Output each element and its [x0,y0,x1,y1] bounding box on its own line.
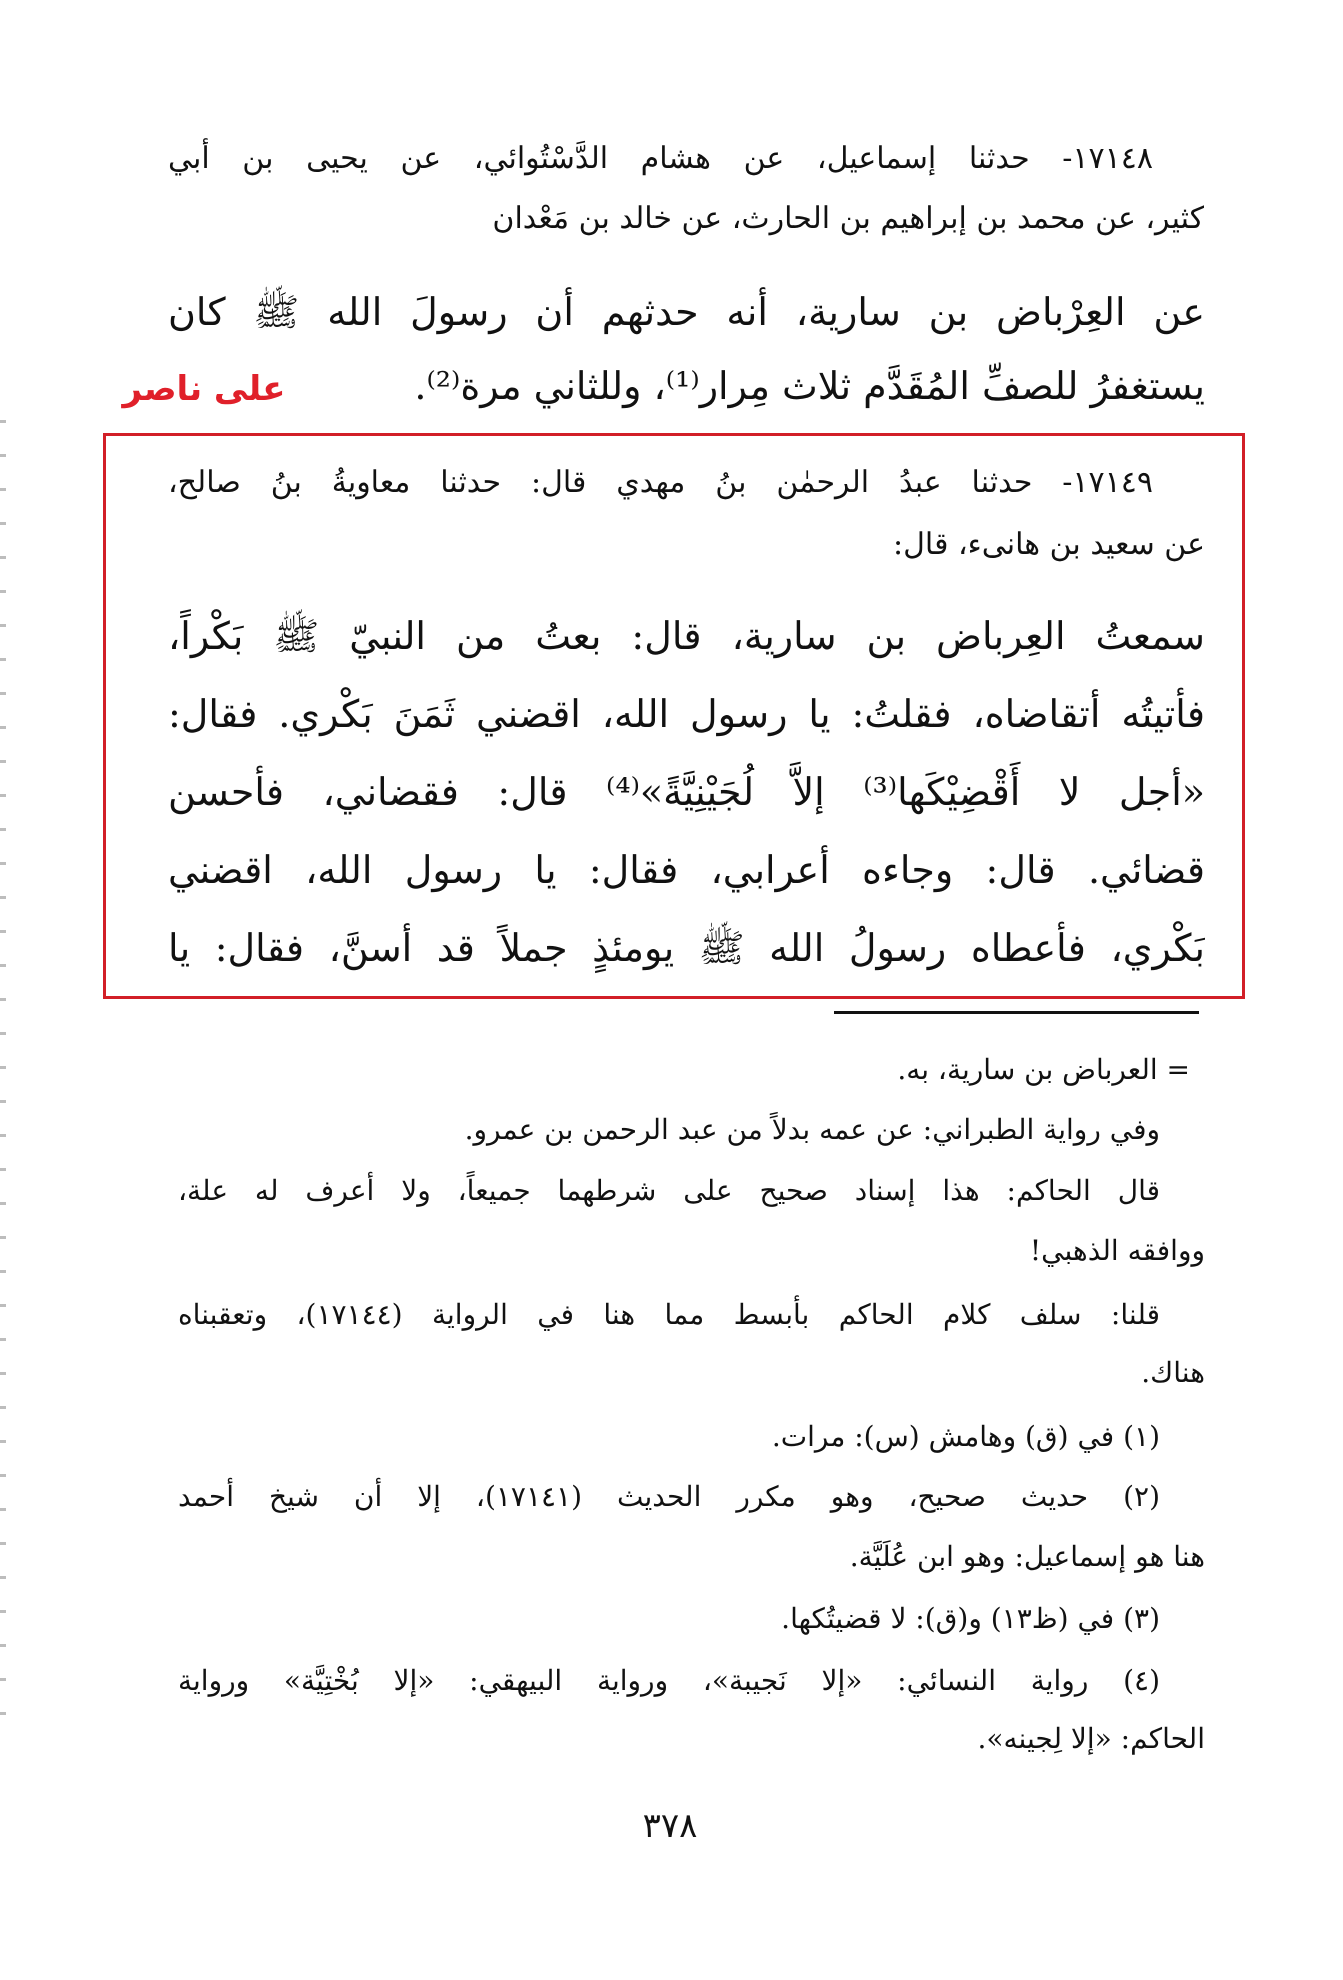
owner-name-stamp: على ناصر [122,369,286,409]
footnote-line: (٢) حديث صحيح، وهو مكرر الحديث (١٧١٤١)، إلا أن شيخ أحمد [178,1480,1160,1513]
footnote-separator [834,1011,1199,1014]
footnote-line: وفي رواية الطبراني: عن عمه بدلاً من عبد الرحمن بن عمرو. [464,1113,1160,1146]
hadith-17149-matn-line-5: بَكْري، فأعطاه رسولُ الله ﷺ يومئذٍ جملاً قد أسنَّ، فقال: يا [168,926,1205,970]
hadith-17149-matn-line-3: «أجل لا أَقْضِيْكَها⁽³⁾ إلاَّ لُجَيْنِيَّةً»⁽⁴⁾ قال: فقضاني، فأحسن [168,770,1205,814]
hadith-17149-isnad-line-1: ١٧١٤٩- حدثنا عبدُ الرحمٰن بنُ مهدي قال: حدثنا معاويةُ بنُ صالح، [168,465,1153,500]
footnote-line: هنا هو إسماعيل: وهو ابن عُلَيَّة. [849,1540,1205,1573]
hadith-17149-matn-line-1: سمعتُ العِرباض بن سارية، قال: بعتُ من النبيّ ﷺ بَكْراً، [168,614,1205,658]
footnote-line: هناك. [1141,1356,1205,1389]
hadith-17148-matn-line-2: يستغفرُ للصفِّ المُقَدَّم ثلاث مِرار⁽¹⁾، وللثاني مرة⁽²⁾. [414,364,1205,408]
footnote-line: قال الحاكم: هذا إسناد صحيح على شرطهما جميعاً، ولا أعرف له علة، [178,1174,1160,1207]
footnote-line: (٤) رواية النسائي: «إلا نَجيبة»، ورواية البيهقي: «إلا بُخْتِيَّة» ورواية [178,1664,1160,1697]
footnote-line: (١) في (ق) وهامش (س): مرات. [771,1420,1160,1453]
hadith-17148-isnad-line-2: كثير، عن محمد بن إبراهيم بن الحارث، عن خالد بن مَعْدان [492,201,1204,236]
hadith-17149-matn-line-2: فأتيتُه أتقاضاه، فقلتُ: يا رسول الله، اقضني ثَمَنَ بَكْري. فقال: [168,692,1205,736]
hadith-17149-isnad-line-2: عن سعيد بن هانىء، قال: [893,527,1205,562]
footnote-line: = العرباض بن سارية، به. [897,1053,1190,1086]
page-number: ٣٧٨ [642,1806,698,1846]
hadith-17149-matn-line-4: قضائي. قال: وجاءه أعرابي، فقال: يا رسول الله، اقضني [168,848,1205,892]
footnote-line: الحاكم: «إلا لِجينه». [977,1722,1205,1755]
footnote-line: (٣) في (ظ١٣) و(ق): لا قضيتُكها. [781,1602,1160,1635]
scan-gutter-marks [0,420,6,1740]
footnote-line: قلنا: سلف كلام الحاكم بأبسط مما هنا في الرواية (١٧١٤٤)، وتعقبناه [178,1298,1160,1331]
hadith-17148-isnad-line-1: ١٧١٤٨- حدثنا إسماعيل، عن هشام الدَّسْتُوائي، عن يحيى بن أبي [168,141,1153,176]
hadith-17148-matn-line-1: عن العِرْباض بن سارية، أنه حدثهم أن رسولَ الله ﷺ كان [168,290,1205,334]
footnote-line: ووافقه الذهبي! [1029,1234,1205,1267]
